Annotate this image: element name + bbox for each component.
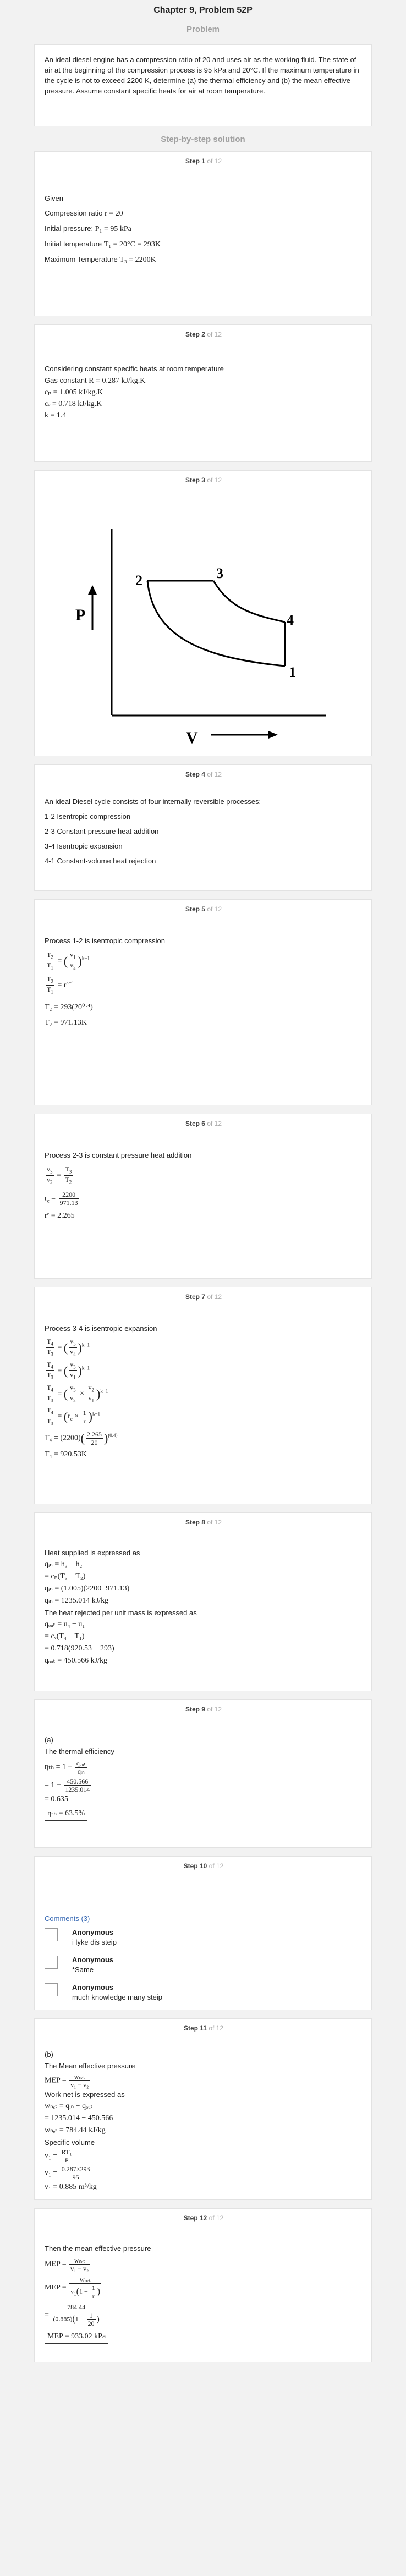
comment-text: much knowledge many steip xyxy=(72,1993,163,2001)
process-item: 1-2 Isentropic compression xyxy=(45,812,131,821)
p-label: P xyxy=(75,606,86,624)
t4-ratio-eq-2: $\frac{T_4}{T_3}$ = ( $\frac{v_3}{v_1}$ )$^{k-1}$ xyxy=(47,1360,90,1380)
compression-ratio: Compression ratio r = 20 xyxy=(45,209,123,218)
cp-value: cₚ = 1.005 kJ/kg.K xyxy=(45,388,103,397)
point-1-label: 1 xyxy=(289,664,296,680)
step-8-label: Step 8 of 12 xyxy=(185,1518,222,1526)
v1-substituted: v₁ = $\frac{0.287\times 293}{95}$ xyxy=(45,2165,90,2181)
eta-decimal: = 0.635 xyxy=(45,1795,68,1803)
heat-rejected-intro: The heat rejected per unit mass is expressed as xyxy=(45,1609,197,1617)
v1-value: v₁ = 0.885 m³/kg xyxy=(45,2183,97,2191)
comment xyxy=(45,1983,358,2005)
step-11-label: Step 11 of 12 xyxy=(183,2024,224,2032)
point-4-label: 4 xyxy=(287,612,294,628)
comment-author: Anonymous xyxy=(72,1983,114,1991)
temp-ratio-r: $\frac{T_2}{T_1}$ = $r^{k-1}$ xyxy=(47,975,74,995)
comment-author: Anonymous xyxy=(72,1956,114,1964)
problem-card xyxy=(34,44,372,126)
constant-heats-intro: Considering constant specific heats at room temperature xyxy=(45,365,224,373)
qin-line: qᵢₙ = h₃ − h₂ xyxy=(45,1560,83,1568)
qin-line: qᵢₙ = (1.005)(2200−971.13) xyxy=(45,1584,130,1593)
part-a-label: (a) xyxy=(45,1736,53,1744)
step-4-card xyxy=(34,764,372,891)
comment xyxy=(45,1928,358,1950)
point-2-label: 2 xyxy=(135,573,142,588)
step-5-card xyxy=(34,899,372,1105)
qout-line: qₒᵤₜ = u₄ − u₁ xyxy=(45,1620,85,1628)
t4-value: T₄ = 920.53K xyxy=(45,1450,87,1459)
isentropic-expansion-intro: Process 3-4 is isentropic expansion xyxy=(45,1324,157,1333)
t4-ratio-eq-3: $\frac{T_4}{T_3}$ = ( $\frac{v_3}{v_2}$ × $\frac{v_2}{v_1}$ )$^{k-1}$ xyxy=(47,1383,108,1403)
process-1-2 xyxy=(147,581,285,666)
rc-fraction: $r_c$ = $\frac{2200}{971.13}$ xyxy=(45,1190,78,1207)
step-3-label: Step 3 of 12 xyxy=(185,476,222,484)
t4-ratio-eq-4: $\frac{T_4}{T_3}$ = ($r_c$ × $\frac{1}{r}$ )$^{k-1}$ xyxy=(47,1406,101,1427)
qout-line: = 0.718(920.53 − 293) xyxy=(45,1644,114,1653)
initial-temperature: Initial temperature T₁ = 20°C = 293K xyxy=(45,240,161,249)
p-arrowhead xyxy=(88,585,97,595)
v1-formula: v₁ = $\frac{\text{RT₁}}{P}$ xyxy=(45,2148,72,2164)
step-5-label: Step 5 of 12 xyxy=(185,905,222,913)
t2-value: T₂ = 971.13K xyxy=(45,1018,87,1027)
thermal-efficiency-intro: The thermal efficiency xyxy=(45,1747,114,1755)
mep-result: MEP = 933.02 kPa xyxy=(45,2330,361,2344)
rc-value: rᶜ = 2.265 xyxy=(45,1212,75,1220)
volume-ratio-eq: $\frac{v_3}{v_2}$ = $\frac{T_3}{T_2}$ xyxy=(47,1165,72,1185)
comment-text: *Same xyxy=(72,1966,94,1974)
work-net-intro: Work net is expressed as xyxy=(45,2090,125,2099)
qout-line: = cᵥ(T₄ − T₁) xyxy=(45,1632,85,1641)
step-10-label: Step 10 of 12 xyxy=(183,1862,224,1870)
step-12-card xyxy=(34,2208,372,2362)
gas-constant: Gas constant R = 0.287 kJ/kg.K xyxy=(45,376,146,385)
step-7-card xyxy=(34,1287,372,1504)
step-9-card xyxy=(34,1699,372,1848)
process-item: 2-3 Constant-pressure heat addition xyxy=(45,827,159,835)
v-arrowhead xyxy=(268,731,278,739)
isentropic-compression-intro: Process 1-2 is isentropic compression xyxy=(45,937,165,945)
point-3-label: 3 xyxy=(216,565,223,581)
step-1-label: Step 1 of 12 xyxy=(185,157,222,165)
mep-formula-1: MEP = $\frac{\text{wₙₑₜ}}{\text{v₁ − v₂}}$ xyxy=(45,2256,89,2272)
pv-diagram xyxy=(35,493,372,751)
specific-volume-intro: Specific volume xyxy=(45,2138,95,2146)
step-1-card xyxy=(34,151,372,316)
step-7-label: Step 7 of 12 xyxy=(185,1293,222,1301)
eta-result: ηₜₕ = 63.5% xyxy=(45,1807,361,1821)
comment-author: Anonymous xyxy=(72,1928,114,1936)
initial-pressure: Initial pressure: P₁ = 95 kPa xyxy=(45,224,131,233)
comment-text: i lyke dis steip xyxy=(72,1938,117,1946)
eta-substituted: = 1 − $\frac{450.566}{1235.014}$ xyxy=(45,1777,90,1793)
step-3-card xyxy=(34,470,372,756)
t4-expression: T₄ = (2200)( $\frac{2.265}{20}$ )$^{(0.4)}$ xyxy=(45,1430,118,1447)
qin-line: = cₚ(T₃ − T₂) xyxy=(45,1572,86,1581)
t4-ratio-eq-1: $\frac{T_4}{T_3}$ = ( $\frac{v_3}{v_4}$ )$^{k-1}$ xyxy=(47,1337,90,1357)
const-pressure-intro: Process 2-3 is constant pressure heat addition xyxy=(45,1151,192,1159)
step-2-card xyxy=(34,324,372,462)
heat-supplied-intro: Heat supplied is expressed as xyxy=(45,1549,140,1557)
solution-heading: Step-by-step solution xyxy=(161,135,245,144)
part-b-label: (b) xyxy=(45,2050,53,2058)
step-12-label: Step 12 of 12 xyxy=(183,2214,224,2222)
mep-formula: MEP = $\frac{\text{wₙₑₜ}}{\text{v₁ − v₂}}$ xyxy=(45,2073,89,2089)
step-11-card xyxy=(34,2018,372,2200)
wnet-line: = 1235.014 − 450.566 xyxy=(45,2114,113,2122)
mep-formula-2: MEP = wₙₑₜ $v_1(1$ − $\frac{1}{r}$ ) xyxy=(45,2276,101,2300)
comment xyxy=(45,1956,358,1978)
step-9-label: Step 9 of 12 xyxy=(185,1705,222,1713)
v-label: V xyxy=(186,729,198,747)
wnet-value: wₙₑₜ = 784.44 kJ/kg xyxy=(45,2126,106,2134)
problem-text: An ideal diesel engine has a compression ratio of 20 and uses air as the working fluid. The state of air at the beginning of the compression process is 95 kPa and 20°C. If the maximum temperature in the cycle is not to exceed 2200 K, determine (a) the thermal efficiency and (b) the mean effective pressure. Assume constant specific heats for air at room temperature. xyxy=(45,56,359,95)
process-item: 3-4 Isentropic expansion xyxy=(45,842,123,850)
page-title: Chapter 9, Problem 52P xyxy=(153,5,253,15)
wnet-line: wₙₑₜ = qᵢₙ − qₒᵤₜ xyxy=(45,2102,93,2110)
process-3-4 xyxy=(213,581,285,622)
diesel-cycle-intro: An ideal Diesel cycle consists of four internally reversible processes: xyxy=(45,797,261,806)
given-label: Given xyxy=(45,194,63,202)
process-item: 4-1 Constant-volume heat rejection xyxy=(45,857,156,865)
step-4-label: Step 4 of 12 xyxy=(185,770,222,778)
step-6-card xyxy=(34,1114,372,1279)
maximum-temperature: Maximum Temperature T₃ = 2200K xyxy=(45,255,156,264)
step-6-label: Step 6 of 12 xyxy=(185,1120,222,1127)
eta-formula: ηₜₕ = 1 − $\frac{\text{qₒᵤₜ}}{\text{qᵢₙ}}$ xyxy=(45,1759,86,1775)
k-value: k = 1.4 xyxy=(45,411,67,420)
temp-ratio-eq: $\frac{T_2}{T_1}$ = ( $\frac{v_1}{v_2}$ )$^{k-1}$ xyxy=(47,951,90,971)
comment-checkbox[interactable] xyxy=(45,1956,58,1969)
mep-intro: The Mean effective pressure xyxy=(45,2062,135,2070)
step-2-label: Step 2 of 12 xyxy=(185,331,222,338)
t2-expression: T₂ = 293(20⁰·⁴) xyxy=(45,1003,93,1011)
step-10-card xyxy=(34,1856,372,2010)
mep-substituted: = 784.44 (0.885)(1 − $\frac{1}{20}$ ) xyxy=(45,2303,100,2327)
qin-value: qᵢₙ = 1235.014 kJ/kg xyxy=(45,1597,109,1605)
mean-effective-pressure-intro: Then the mean effective pressure xyxy=(45,2244,151,2253)
step-8-card xyxy=(34,1512,372,1691)
comment-checkbox[interactable] xyxy=(45,1928,58,1941)
comments-link[interactable]: Comments (3) xyxy=(45,1914,90,1923)
problem-heading: Problem xyxy=(186,25,220,34)
qout-value: qₒᵤₜ = 450.566 kJ/kg xyxy=(45,1656,107,1665)
comment-checkbox[interactable] xyxy=(45,1983,58,1996)
cv-value: cᵥ = 0.718 kJ/kg.K xyxy=(45,400,102,408)
